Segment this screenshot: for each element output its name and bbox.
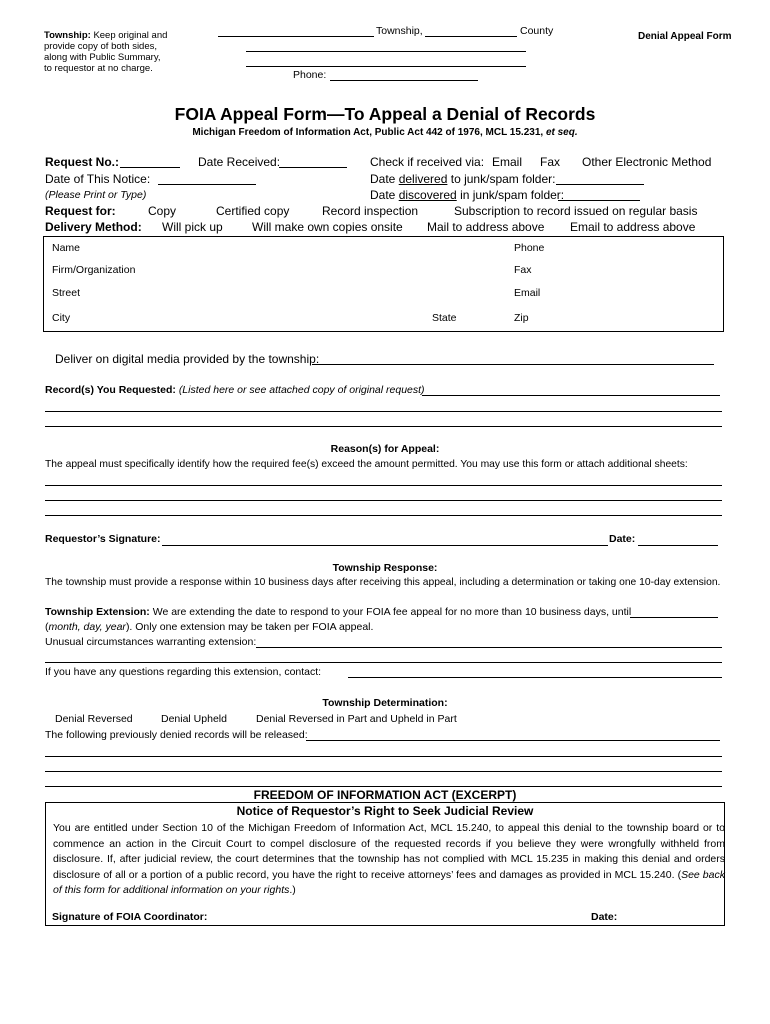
determination-reversed-option[interactable]: Denial Reversed — [55, 713, 133, 725]
reasons-text: The appeal must specifically identify how the required fee(s) exceed the amount permitted. You may use this form or attach additional sheets: — [45, 459, 688, 470]
released-records-line-1[interactable] — [306, 740, 720, 741]
city-field-label[interactable]: City — [52, 312, 71, 324]
request-inspection-option[interactable]: Record inspection — [322, 204, 419, 218]
date-delivered-word: delivered — [398, 172, 448, 186]
foia-body-end: .) — [289, 884, 296, 896]
county-name-line[interactable] — [425, 36, 517, 37]
signature-date-label: Date: — [609, 533, 636, 545]
phone-field-label[interactable]: Phone — [514, 242, 545, 254]
request-for-label: Request for: — [45, 204, 116, 218]
date-delivered-pre: Date — [370, 172, 396, 186]
extension-contact-label: If you have any questions regarding this extension, contact: — [45, 666, 322, 678]
delivery-pickup-option[interactable]: Will pick up — [162, 220, 223, 234]
street-field-label[interactable]: Street — [52, 287, 81, 299]
date-notice-label: Date of This Notice: — [45, 172, 151, 186]
requestor-signature-line[interactable] — [162, 545, 608, 546]
records-section — [45, 384, 425, 396]
records-note: (Listed here or see attached copy of original request) — [178, 384, 425, 396]
date-discovered-line[interactable] — [558, 200, 640, 201]
extension-line2-rest: ). Only one extension may be taken per FOIA appeal. — [125, 621, 374, 633]
response-heading: Township Response: — [332, 562, 438, 574]
foia-body-text: You are entitled under Section 10 of the Michigan Freedom of Information Act, MCL 15.240, to appeal this denial to the township board or to commence an action in the Circuit Court to compel disclosure of the requested records if you believe they were wrongfully withheld from disclosure. If, after judicial review, the court determines that the township has not complied with MCL 15.235 in making this denial and orders disclosure of all or a portion of a public record, you have the right to receive attorneys’ fees and damages as provided in MCL 15.240. ( — [53, 822, 725, 881]
via-other-option[interactable]: Other Electronic Method — [582, 155, 712, 169]
date-discovered-pre: Date — [370, 188, 396, 202]
date-discovered-post: in junk/spam folder: — [460, 188, 565, 202]
extension-label: Township Extension: — [45, 606, 150, 618]
date-discovered-label — [370, 188, 564, 202]
extension-text: We are extending the date to respond to your FOIA fee appeal for no more than 10 business days, until — [152, 606, 632, 618]
firm-field-label[interactable]: Firm/Organization — [52, 264, 136, 276]
digital-media-line[interactable] — [312, 364, 714, 365]
note-label: Township: — [44, 30, 91, 41]
determination-partial-option[interactable]: Denial Reversed in Part and Upheld in Part — [256, 713, 457, 725]
via-email-option[interactable]: Email — [492, 155, 523, 169]
contact-box — [43, 236, 724, 332]
records-line-3[interactable] — [45, 426, 722, 427]
foia-subheading: Notice of Requestor’s Right to Seek Judicial Review — [236, 804, 534, 818]
reasons-line-3[interactable] — [45, 515, 722, 516]
records-line-1[interactable] — [422, 395, 720, 396]
unusual-circumstances-line[interactable] — [256, 647, 722, 648]
delivery-mail-option[interactable]: Mail to address above — [427, 220, 545, 234]
extension-contact-line[interactable] — [348, 677, 722, 678]
date-discovered-word: discovered — [398, 188, 457, 202]
page-subtitle — [0, 127, 770, 138]
digital-media-label: Deliver on digital media provided by the township: — [55, 352, 320, 366]
township-name-line[interactable] — [218, 36, 374, 37]
coordinator-date-label: Date: — [591, 911, 618, 923]
released-records-line-3[interactable] — [45, 771, 722, 772]
delivery-email-option[interactable]: Email to address above — [570, 220, 696, 234]
extension-until-line[interactable] — [630, 617, 718, 618]
address-line-1[interactable] — [246, 51, 526, 52]
delivery-onsite-option[interactable]: Will make own copies onsite — [252, 220, 403, 234]
released-records-line-4[interactable] — [45, 786, 722, 787]
unusual-circumstances-label: Unusual circumstances warranting extension: — [45, 636, 257, 648]
determination-upheld-option[interactable]: Denial Upheld — [161, 713, 227, 725]
address-line-2[interactable] — [246, 66, 526, 67]
date-received-label: Date Received: — [198, 155, 281, 169]
request-copy-option[interactable]: Copy — [148, 204, 177, 218]
check-received-label: Check if received via: — [370, 155, 485, 169]
zip-field-label[interactable]: Zip — [514, 312, 529, 324]
form-tag: Denial Appeal Form — [638, 31, 732, 42]
foia-heading: FREEDOM OF INFORMATION ACT (EXCERPT) — [253, 788, 517, 802]
request-no-line[interactable] — [120, 167, 180, 168]
email-field-label[interactable]: Email — [514, 287, 541, 299]
note-line-1: Keep original and — [93, 30, 168, 41]
note-line-3: along with Public Summary, — [44, 52, 161, 63]
date-received-line[interactable] — [279, 167, 347, 168]
note-line-2: provide copy of both sides, — [44, 41, 158, 52]
foia-body — [53, 821, 725, 899]
records-label: Record(s) You Requested: — [45, 384, 176, 396]
fax-field-label[interactable]: Fax — [514, 264, 532, 276]
signature-date-line[interactable] — [638, 545, 718, 546]
state-field-label[interactable]: State — [432, 312, 457, 324]
response-text: The township must provide a response within 10 business days after receiving this appeal, including a determination or taking one 10-day extension. — [45, 577, 721, 588]
name-field-label[interactable]: Name — [52, 242, 81, 254]
requestor-signature-label: Requestor’s Signature: — [45, 533, 161, 545]
extension-line-2: (month, day, year). Only one extension may be taken per FOIA appeal. — [45, 621, 374, 633]
township-label: Township, — [376, 25, 423, 37]
header-note — [44, 30, 184, 74]
date-delivered-post: to junk/spam folder: — [450, 172, 556, 186]
released-records-line-2[interactable] — [45, 756, 722, 757]
reasons-line-2[interactable] — [45, 500, 722, 501]
print-type-note: (Please Print or Type) — [45, 189, 147, 201]
date-delivered-line[interactable] — [556, 184, 644, 185]
date-delivered-label — [370, 172, 555, 186]
records-line-2[interactable] — [45, 411, 722, 412]
request-no-label: Request No.: — [45, 155, 120, 169]
date-notice-line[interactable] — [158, 184, 256, 185]
extension-blank-line[interactable] — [45, 662, 722, 663]
subtitle-text: Michigan Freedom of Information Act, Public Act 442 of 1976, MCL 15.231, — [192, 127, 544, 138]
delivery-method-label: Delivery Method: — [45, 220, 142, 234]
released-records-label: The following previously denied records will be released: — [45, 729, 308, 741]
reasons-line-1[interactable] — [45, 485, 722, 486]
page-title: FOIA Appeal Form—To Appeal a Denial of Records — [174, 104, 596, 124]
subtitle-italic: et seq. — [545, 127, 578, 138]
phone-label: Phone: — [293, 69, 327, 81]
coordinator-signature-label: Signature of FOIA Coordinator: — [52, 911, 208, 923]
request-certified-option[interactable]: Certified copy — [216, 204, 290, 218]
request-subscription-option[interactable]: Subscription to record issued on regular basis — [454, 204, 698, 218]
county-label: County — [520, 25, 554, 37]
foia-body-italic: See back of this form for additional information on your rights — [53, 868, 725, 896]
note-line-4: to requestor at no charge. — [44, 63, 153, 74]
via-fax-option[interactable]: Fax — [540, 155, 561, 169]
reasons-heading: Reason(s) for Appeal: — [330, 443, 440, 455]
determination-heading: Township Determination: — [322, 697, 448, 709]
extension-date-format: month, day, year — [48, 621, 126, 633]
phone-line[interactable] — [330, 80, 478, 81]
extension-line-1 — [45, 606, 631, 618]
